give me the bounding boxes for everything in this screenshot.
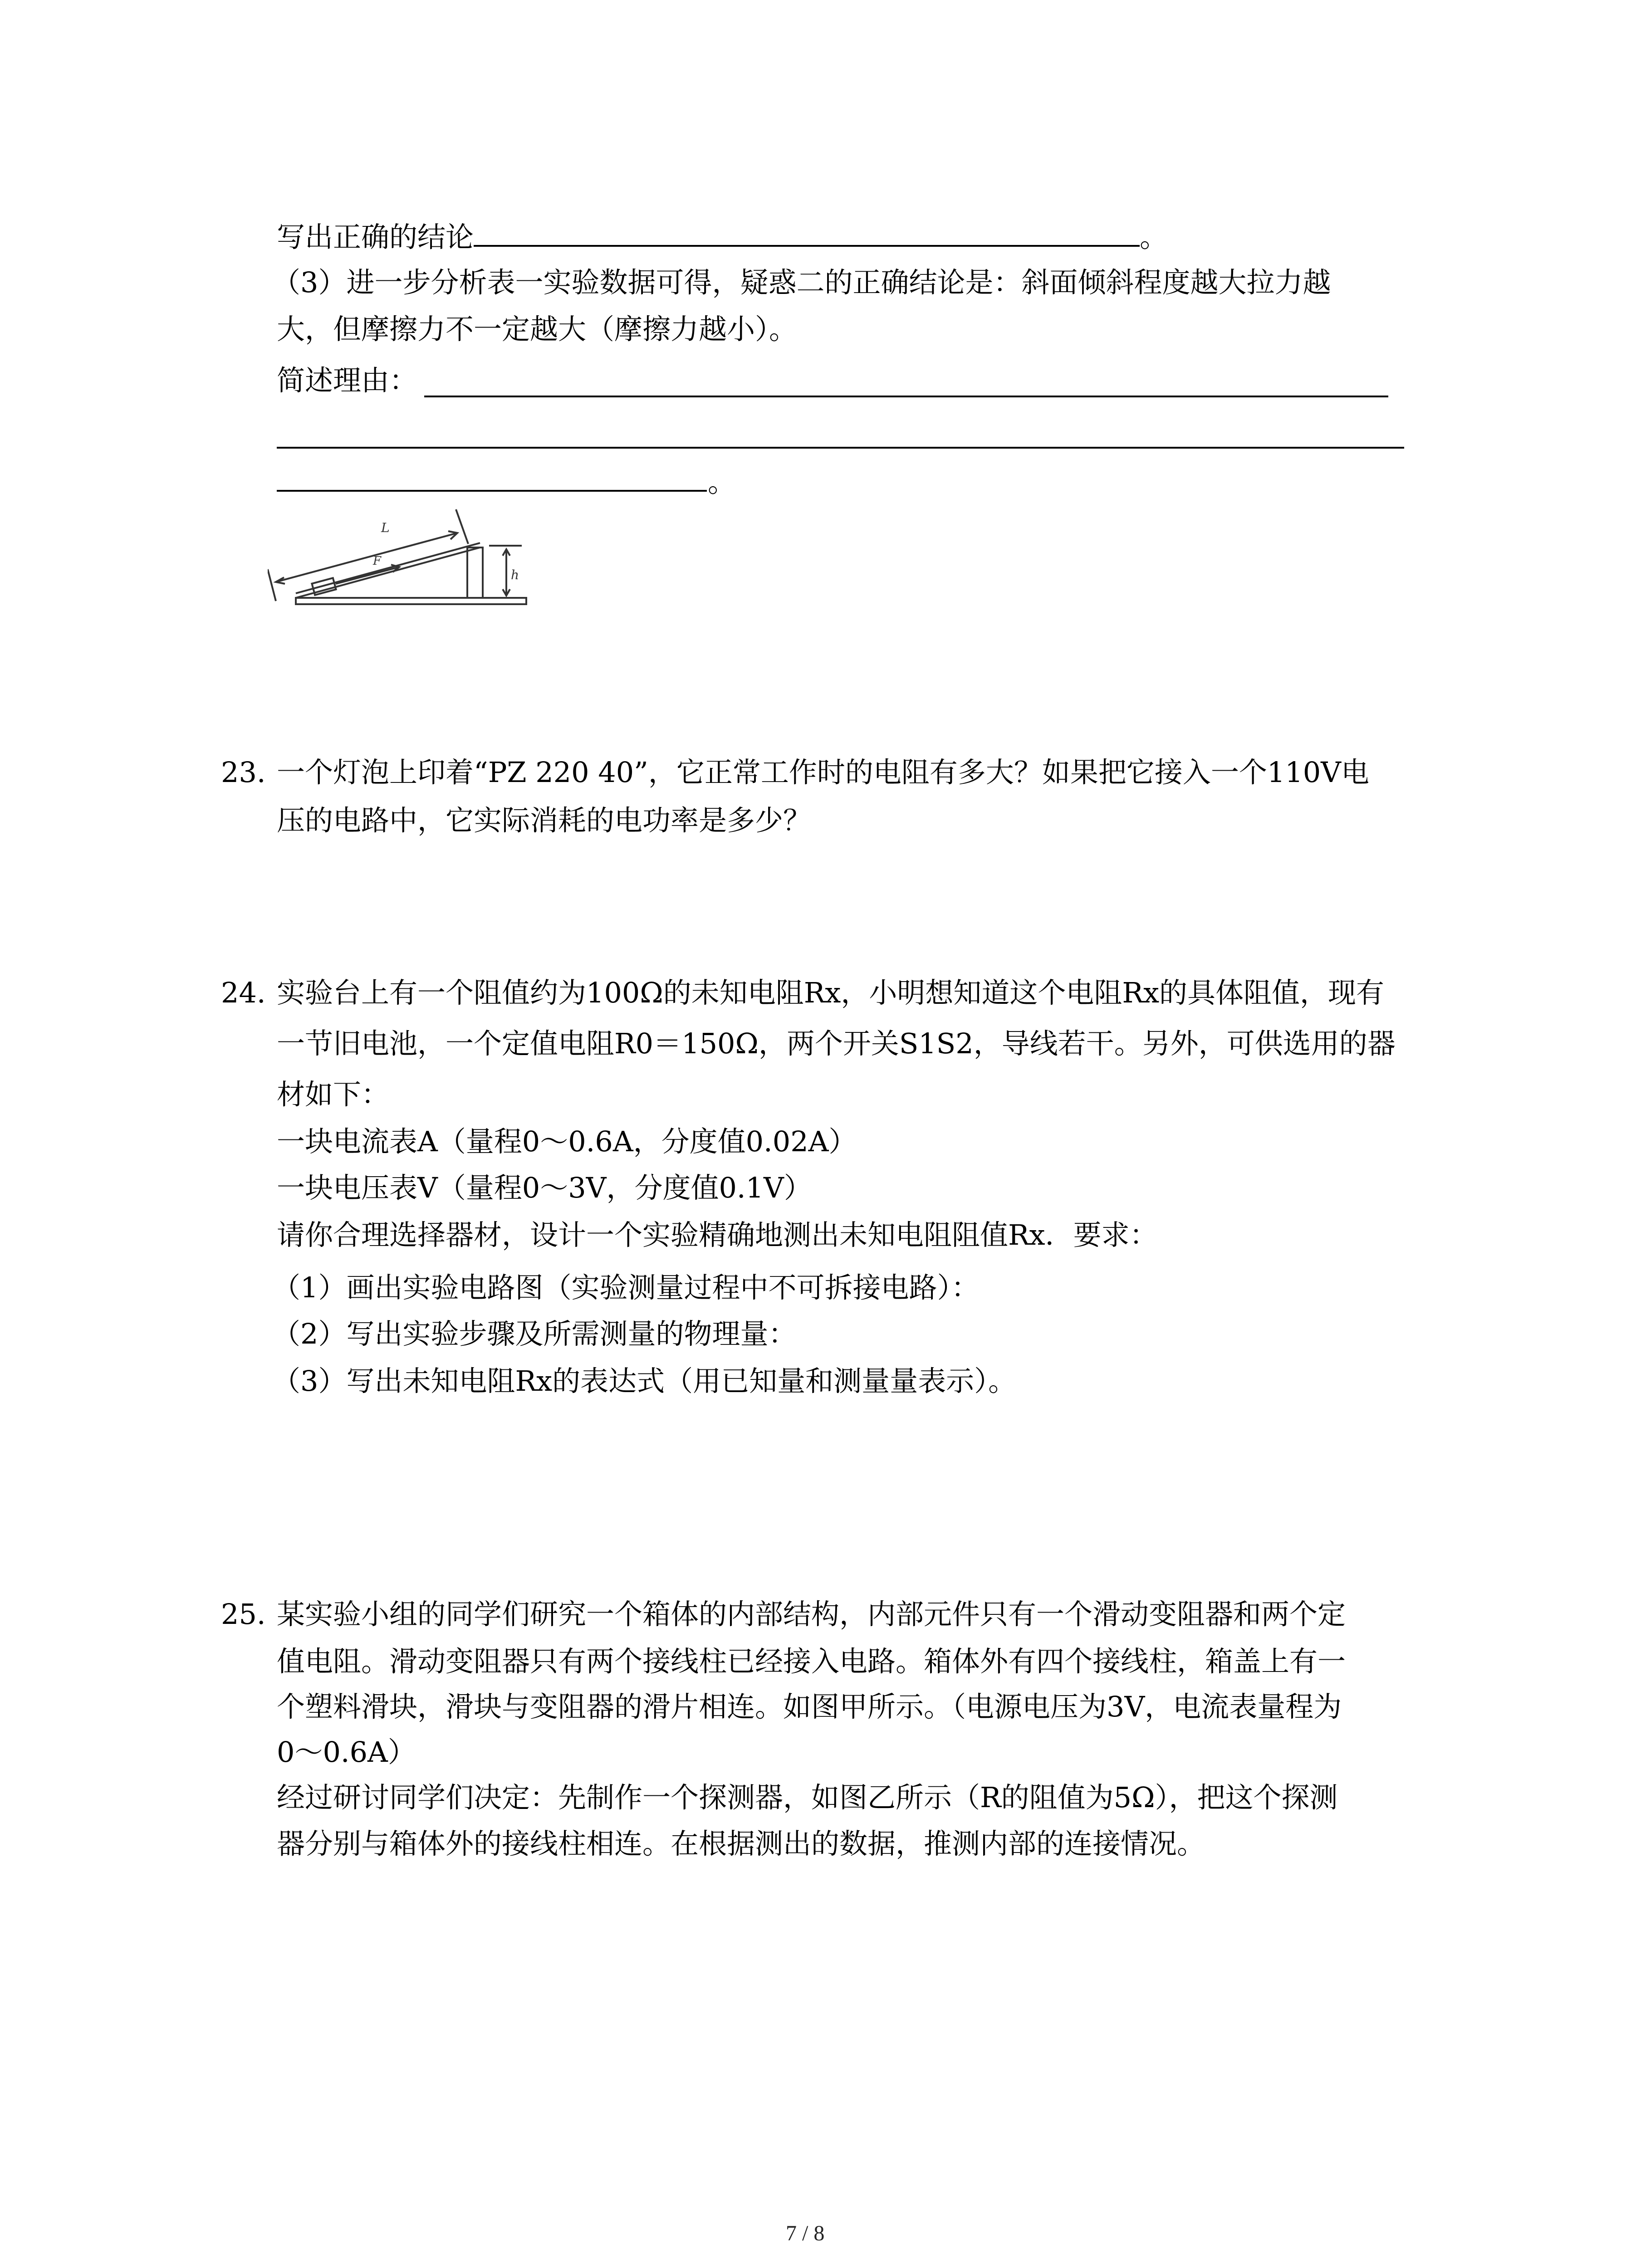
q24-line6: 请你合理选择器材，设计一个实验精确地测出未知电阻阻值Rx．要求：: [277, 1218, 1158, 1251]
q22-reason-blank-2[interactable]: [277, 447, 1404, 449]
q25-number: 25.: [221, 1598, 266, 1631]
label-h: h: [511, 567, 519, 582]
q22-part3-line2: 大，但摩擦力不一定越大（摩擦力越小）。: [277, 313, 798, 346]
q24-number: 24.: [221, 976, 266, 1009]
q22-conclusion-label: 写出正确的结论: [277, 220, 474, 254]
q22-conclusion-end: 。: [1140, 220, 1168, 254]
q24-line1: 实验台上有一个阻值约为100Ω的未知电阻Rx，小明想知道这个电阻Rx的具体阻值，现有: [277, 976, 1385, 1009]
q24-line3: 材如下：: [277, 1078, 390, 1111]
q23-line2: 压的电路中，它实际消耗的电功率是多少？: [277, 804, 812, 837]
q22-reason-end: 。: [708, 465, 736, 499]
incline-surface: [296, 547, 480, 598]
q25-line2: 值电阻。滑动变阻器只有两个接线柱已经接入电路。箱体外有四个接线柱，箱盖上有一: [277, 1645, 1346, 1678]
q22-reason-blank-3[interactable]: [277, 490, 707, 492]
top-tick: [456, 509, 468, 544]
q24-line8: （2）写出实验步骤及所需测量的物理量：: [272, 1317, 797, 1350]
q25-line3: 个塑料滑块，滑块与变阻器的滑片相连。如图甲所示。（电源电压为3V，电流表量程为: [277, 1690, 1342, 1723]
q24-line7: （1）画出实验电路图（实验测量过程中不可拆接电路）：: [272, 1271, 980, 1304]
left-tick: [268, 569, 276, 601]
label-L: L: [381, 520, 390, 535]
q24-line2: 一节旧电池，一个定值电阻R0＝150Ω，两个开关S1S2，导线若干。另外，可供选用的器: [277, 1027, 1396, 1060]
q22-reason-blank-1[interactable]: [424, 396, 1388, 397]
q22-reason-label: 简述理由：: [277, 364, 418, 397]
support-block: [467, 547, 483, 598]
force-arrow: [336, 567, 399, 584]
q23-line1: 一个灯泡上印着“PZ 220 40”，它正常工作时的电阻有多大？如果把它接入一个110V电: [277, 756, 1369, 789]
q24-line4: 一块电流表A（量程0～0.6A，分度值0.02A）: [277, 1125, 857, 1158]
q22-reason-line: [277, 364, 418, 397]
q25-line4: 0～0.6A）: [277, 1735, 416, 1769]
label-F: F: [373, 554, 382, 568]
q24-line5: 一块电压表V（量程0～3V，分度值0.1V）: [277, 1171, 812, 1204]
base-board: [296, 598, 526, 604]
page-number: 7 / 8: [786, 2221, 825, 2245]
q23-number: 23.: [221, 756, 266, 789]
incline-plane-figure: [268, 497, 531, 615]
q22-conclusion-line: [277, 220, 1168, 254]
q25-line6: 器分别与箱体外的接线柱相连。在根据测出的数据，推测内部的连接情况。: [277, 1827, 1205, 1860]
q22-conclusion-blank[interactable]: [474, 240, 1140, 247]
q22-part3-line1: （3）进一步分析表一实验数据可得，疑惑二的正确结论是：斜面倾斜程度越大拉力越: [272, 266, 1331, 299]
q25-line1: 某实验小组的同学们研究一个箱体的内部结构，内部元件只有一个滑动变阻器和两个定: [277, 1598, 1346, 1631]
q24-line9: （3）写出未知电阻Rx的表达式（用已知量和测量量表示）。: [272, 1364, 1017, 1398]
q25-line5: 经过研讨同学们决定：先制作一个探测器，如图乙所示（R的阻值为5Ω），把这个探测: [277, 1781, 1338, 1814]
